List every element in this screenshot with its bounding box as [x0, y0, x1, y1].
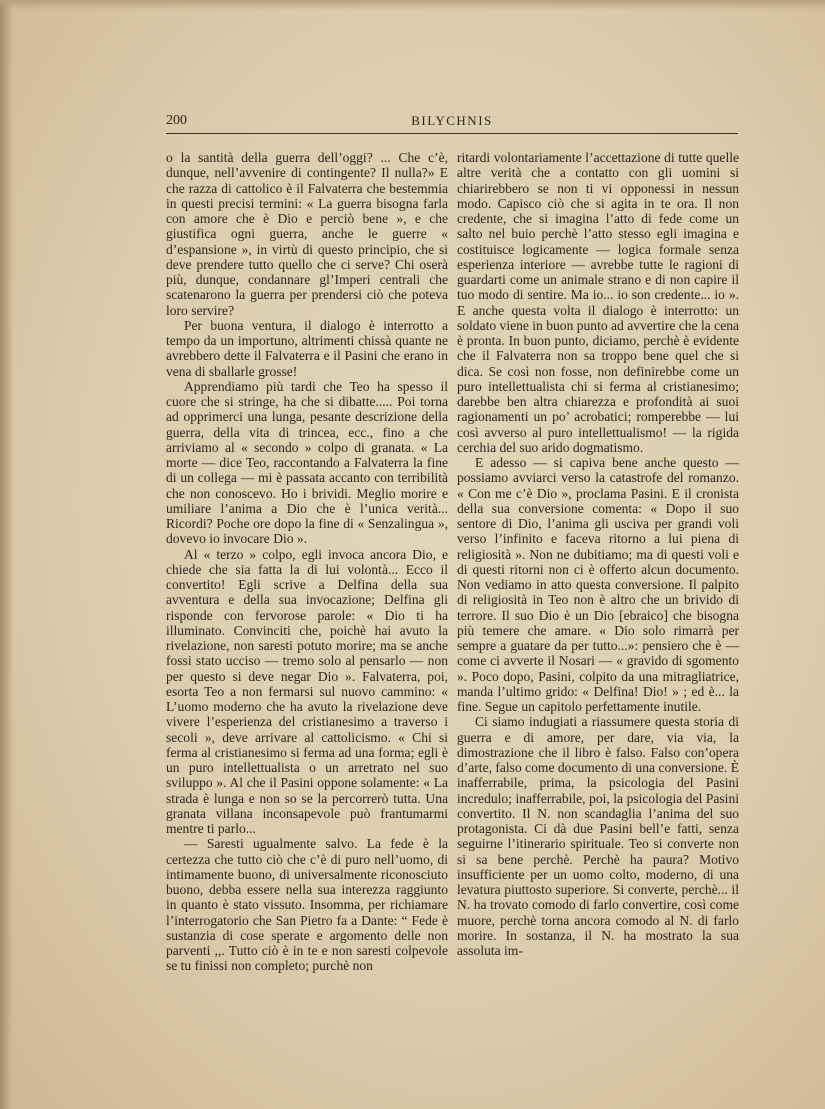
paragraph: Al « terzo » colpo, egli invoca ancora Dio, e chiede che sia fatta la di lui volontà... Ecco il convertito! Egli scrive a Delfina della sua avventura e della sua invocazione; Delfina gli risponde con fervorose parole: « Dio ti ha illuminato. Convinciti che, poichè hai avuto la rivelazione, non saresti potuto morire; ma se anche fossi stato ucciso — tremo solo al pensarlo — non per questo si deve negar Dio ». Falvaterra, poi, esorta Teo a non fermarsi sul nuovo cammino: « L’uomo moderno che ha avuto la rivelazione deve vivere l’esperienza del cristianesimo a traverso i secoli », deve arrivare al cattolicismo. « Chi si ferma al cristianesimo si ferma ad una forma; egli è un puro intellettualista o un arretrato nel suo sviluppo ». Al che il Pasini oppone solamente: « La strada è lunga e non so se la percorrerò tutta. Una granata villana inconsapevole può frantumarmi mentre ti parlo...: [166, 546, 448, 836]
page-number: 200: [166, 113, 187, 128]
page-binding-shadow: [0, 0, 14, 1109]
running-title: BILYCHNIS: [411, 113, 493, 128]
page-header: [166, 113, 738, 133]
paragraph: — Saresti ugualmente salvo. La fede è la certezza che tutto ciò che c’è di puro nell’uomo, di intimamente buono, di universalmente riconosciuto buono, debba essere nella sua interezza raggiunto in quanto è stato vissuto. Insomma, per richiamare l’interrogatorio che San Pietro fa a Dante: “ Fede è sustanzia di cose sperate e argomento delle non parventi ,,. Tutto ciò è in te e non saresti colpevole se tu finissi non completo; purchè non: [166, 836, 448, 974]
paragraph: Per buona ventura, il dialogo è interrotto a tempo da un importuno, altrimenti chissà quante ne avrebbero dette il Falvaterra e il Pasini che erano in vena di sballarle grosse!: [166, 317, 448, 379]
paragraph: Ci siamo indugiati a riassumere questa storia di guerra e di amore, per dare, via via, la dimostrazione che il libro è falso. Falso con’opera d’arte, falso come documento di una conversione. È inafferrabile, prima, la psicologia del Pasini incredulo; inafferrabile, poi, la psicologia del Pasini convertito. Il N. non scandaglia l’anima del suo protagonista. Ci dà due Pasini bell’e fatti, senza seguirne l’itinerario spirituale. Teo si converte non si sa bene perchè. Perchè ha paura? Motivo insufficiente per un uomo colto, moderno, di una levatura piuttosto superiore. Si converte, perchè... il N. ha trovato comodo di farlo convertire, così come muore, perchè torna ancora comodo al N. di farlo morire. In sostanza, il N. ha mostrato la sua assoluta im-: [457, 714, 739, 958]
paragraph: ritardi volontariamente l’accettazione di tutte quelle altre verità che a contatto con gli uomini si chiarirebbero se non ti vi opponessi in nessun modo. Capisco ciò che si agita in te ora. Il non credente, che si imagina l’atto di fede come un salto nel buio perchè l’atto stesso egli imagina e costituisce logicamente — logica formale senza esperienza interiore — avrebbe tutte le ragioni di guardarti come un animale strano e di non capire il tuo modo di sentire. Ma io... io son credente... io ». E anche questa volta il dialogo è interrotto: un soldato viene in buon punto ad avvertire che la cena è pronta. In buon punto, diciamo, perchè è evidente che il Falvaterra non sa troppo bene quel che si dica. Se così non fosse, non definirebbe come un puro intellettualista chi si ferma al cristianesimo; darebbe ben altra chiarezza e profondità ai suoi ragionamenti un po’ acrobatici; romperebbe — lui così avverso al puro intellettualismo! — la rigida cerchia del suo arido dogmatismo.: [457, 150, 739, 455]
left-column: [166, 150, 448, 974]
paragraph: o la santità della guerra dell’oggi? ... Che c’è, dunque, nell’avvenire di contingente? Il nulla?» E che razza di cattolico è il Falvaterra che bestemmia in questi precisi termini: « La guerra bisogna farla con amore che è Dio e perciò bene », e che giustifica ogni guerra, anche le guerre « d’espansione », in virtù di questo principio, che si deve prendere tutto quello che ci serve? Chi oserà più, dunque, condannare gl’Imperi centrali che scatenarono la guerra per prendersi ciò che poteva loro servire?: [166, 150, 448, 318]
paragraph: Apprendiamo più tardi che Teo ha spesso il cuore che si stringe, ha che si dibatte..... Poi torna ad opprimerci una lunga, pesante descrizione della guerra, della vita di trincea, ecc., fino a che arriviamo al « secondo » colpo di granata. « La morte — dice Teo, raccontando a Falvaterra la fine di un collega — mi è passata accanto con terribilità che non conoscevo. Ho i brividi. Meglio morire e umiliare l’anima a Dio che è l’unica verità... Ricordi? Poche ore dopo la fine di « Senzalingua », dovevo io invocare Dio ».: [166, 378, 448, 547]
page-top-shadow: [0, 0, 825, 10]
paragraph: E adesso — si capiva bene anche questo — possiamo avviarci verso la catastrofe del romanzo. « Con me c’è Dio », proclama Pasini. E il cronista della sua conversione comenta: « Dopo il suo sentore di Dio, l’anima gli usciva per grandi voli verso l’infinito e faceva ritorno a lui piena di religiosità ». Non ne dubitiamo; ma di questi voli e di questi ritorni non ci è offerto alcun documento. Non vediamo in atto questa conversione. Il palpito di religiosità in Teo non è altro che un brivido di terrore. Il suo Dio è un Dio [ebraico] che bisogna più temere che amare. « Dio solo rimarrà per sempre a guatare da per tutto...»: pensiero che è — come ci avverte il Nosari — « gravido di sgomento ». Poco dopo, Pasini, colpito da una mitragliatrice, manda l’ultimo grido: « Delfina! Dio! » ; ed è... la fine. Segue un capitolo perfettamente inutile.: [457, 455, 739, 714]
header-rule: [166, 133, 738, 134]
right-column: [457, 150, 739, 958]
